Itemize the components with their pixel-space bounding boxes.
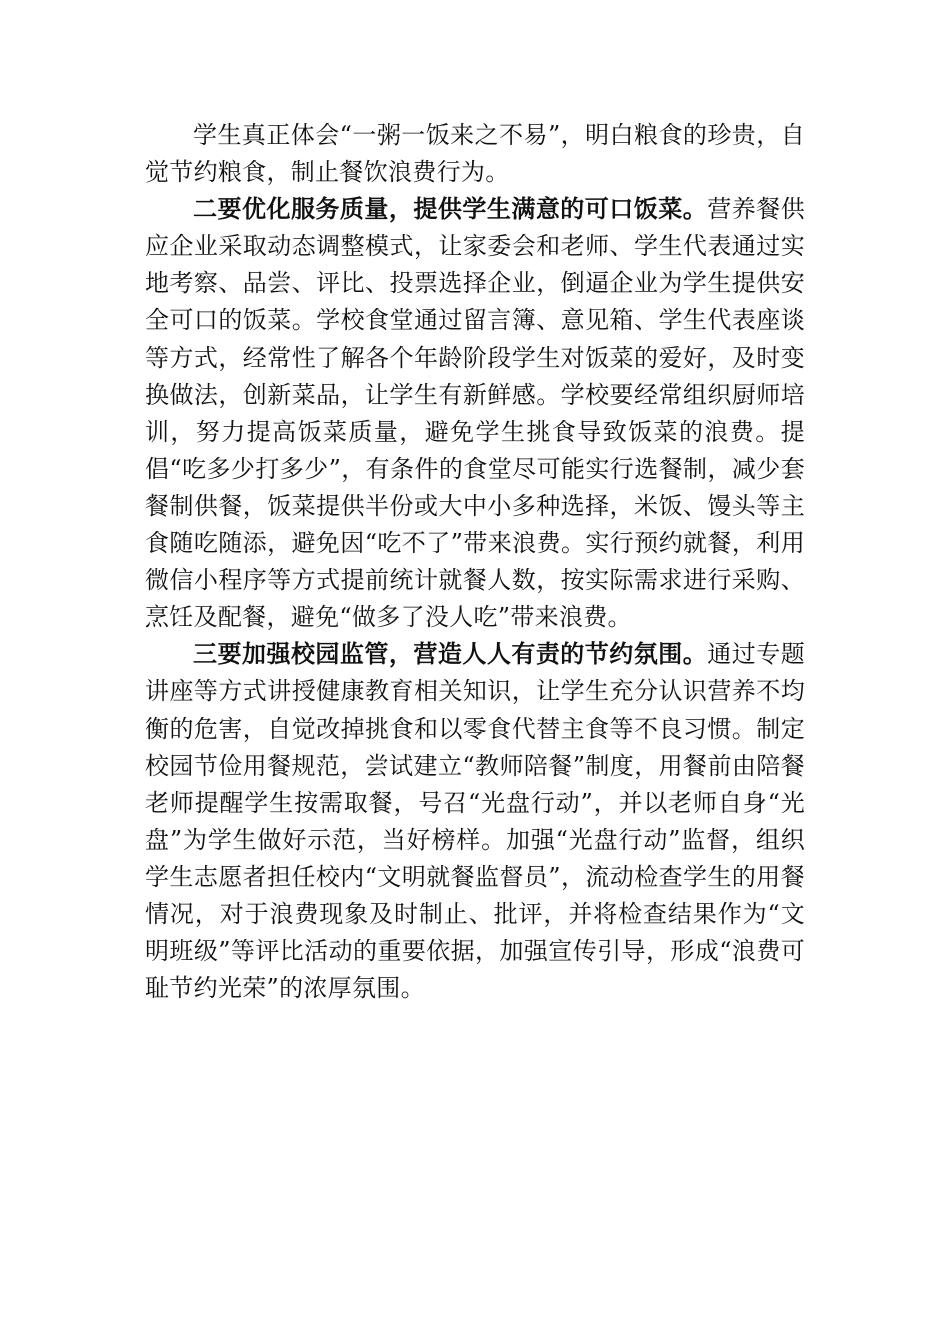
paragraph-continuation [145, 117, 805, 191]
paragraph-text: 营养餐供应企业采取动态调整模式，让家委会和老师、学生代表通过实地考察、品尝、评比、投票选择企业，倒逼企业为学生提供安全可口的饭菜。学校食堂通过留言簿、意见箱、学生代表座谈等方式，经常性了解各个年龄阶段学生对饭菜的爱好，及时变换做法，创新菜品，让学生有新鲜感。学校要经常组织厨师培训，努力提高饭菜质量，避免学生挑食导致饭菜的浪费。提倡“吃多少打多少”，有条件的食堂尽可能实行选餐制，减少套餐制供餐，饭菜提供半份或大中小多种选择，米饭、馒头等主食随吃随添，避免因“吃不了”带来浪费。实行预约就餐，利用微信小程序等方式提前统计就餐人数，按实际需求进行采购、烹饪及配餐，避免“做多了没人吃”带来浪费。 [145, 195, 805, 632]
document-body [145, 117, 805, 1007]
paragraph-service-quality [145, 191, 805, 636]
paragraph-heading: 三要加强校园监管，营造人人有责的节约氛围。 [193, 640, 708, 669]
paragraph-text: 学生真正体会“一粥一饭来之不易”，明白粮食的珍贵，自觉节约粮食，制止餐饮浪费行为。 [145, 121, 805, 187]
paragraph-campus-supervision [145, 636, 805, 1007]
paragraph-heading: 二要优化服务质量，提供学生满意的可口饭菜。 [193, 195, 708, 224]
paragraph-text: 通过专题讲座等方式讲授健康教育相关知识，让学生充分认识营养不均衡的危害，自觉改掉挑食和以零食代替主食等不良习惯。制定校园节俭用餐规范，尝试建立“教师陪餐”制度，用餐前由陪餐老师提醒学生按需取餐，号召“光盘行动”，并以老师自身“光盘”为学生做好示范，当好榜样。加强“光盘行动”监督，组织学生志愿者担任校内“文明就餐监督员”，流动检查学生的用餐情况，对于浪费现象及时制止、批评，并将检查结果作为“文明班级”等评比活动的重要依据，加强宣传引导，形成“浪费可耻节约光荣”的浓厚氛围。 [145, 640, 805, 1003]
